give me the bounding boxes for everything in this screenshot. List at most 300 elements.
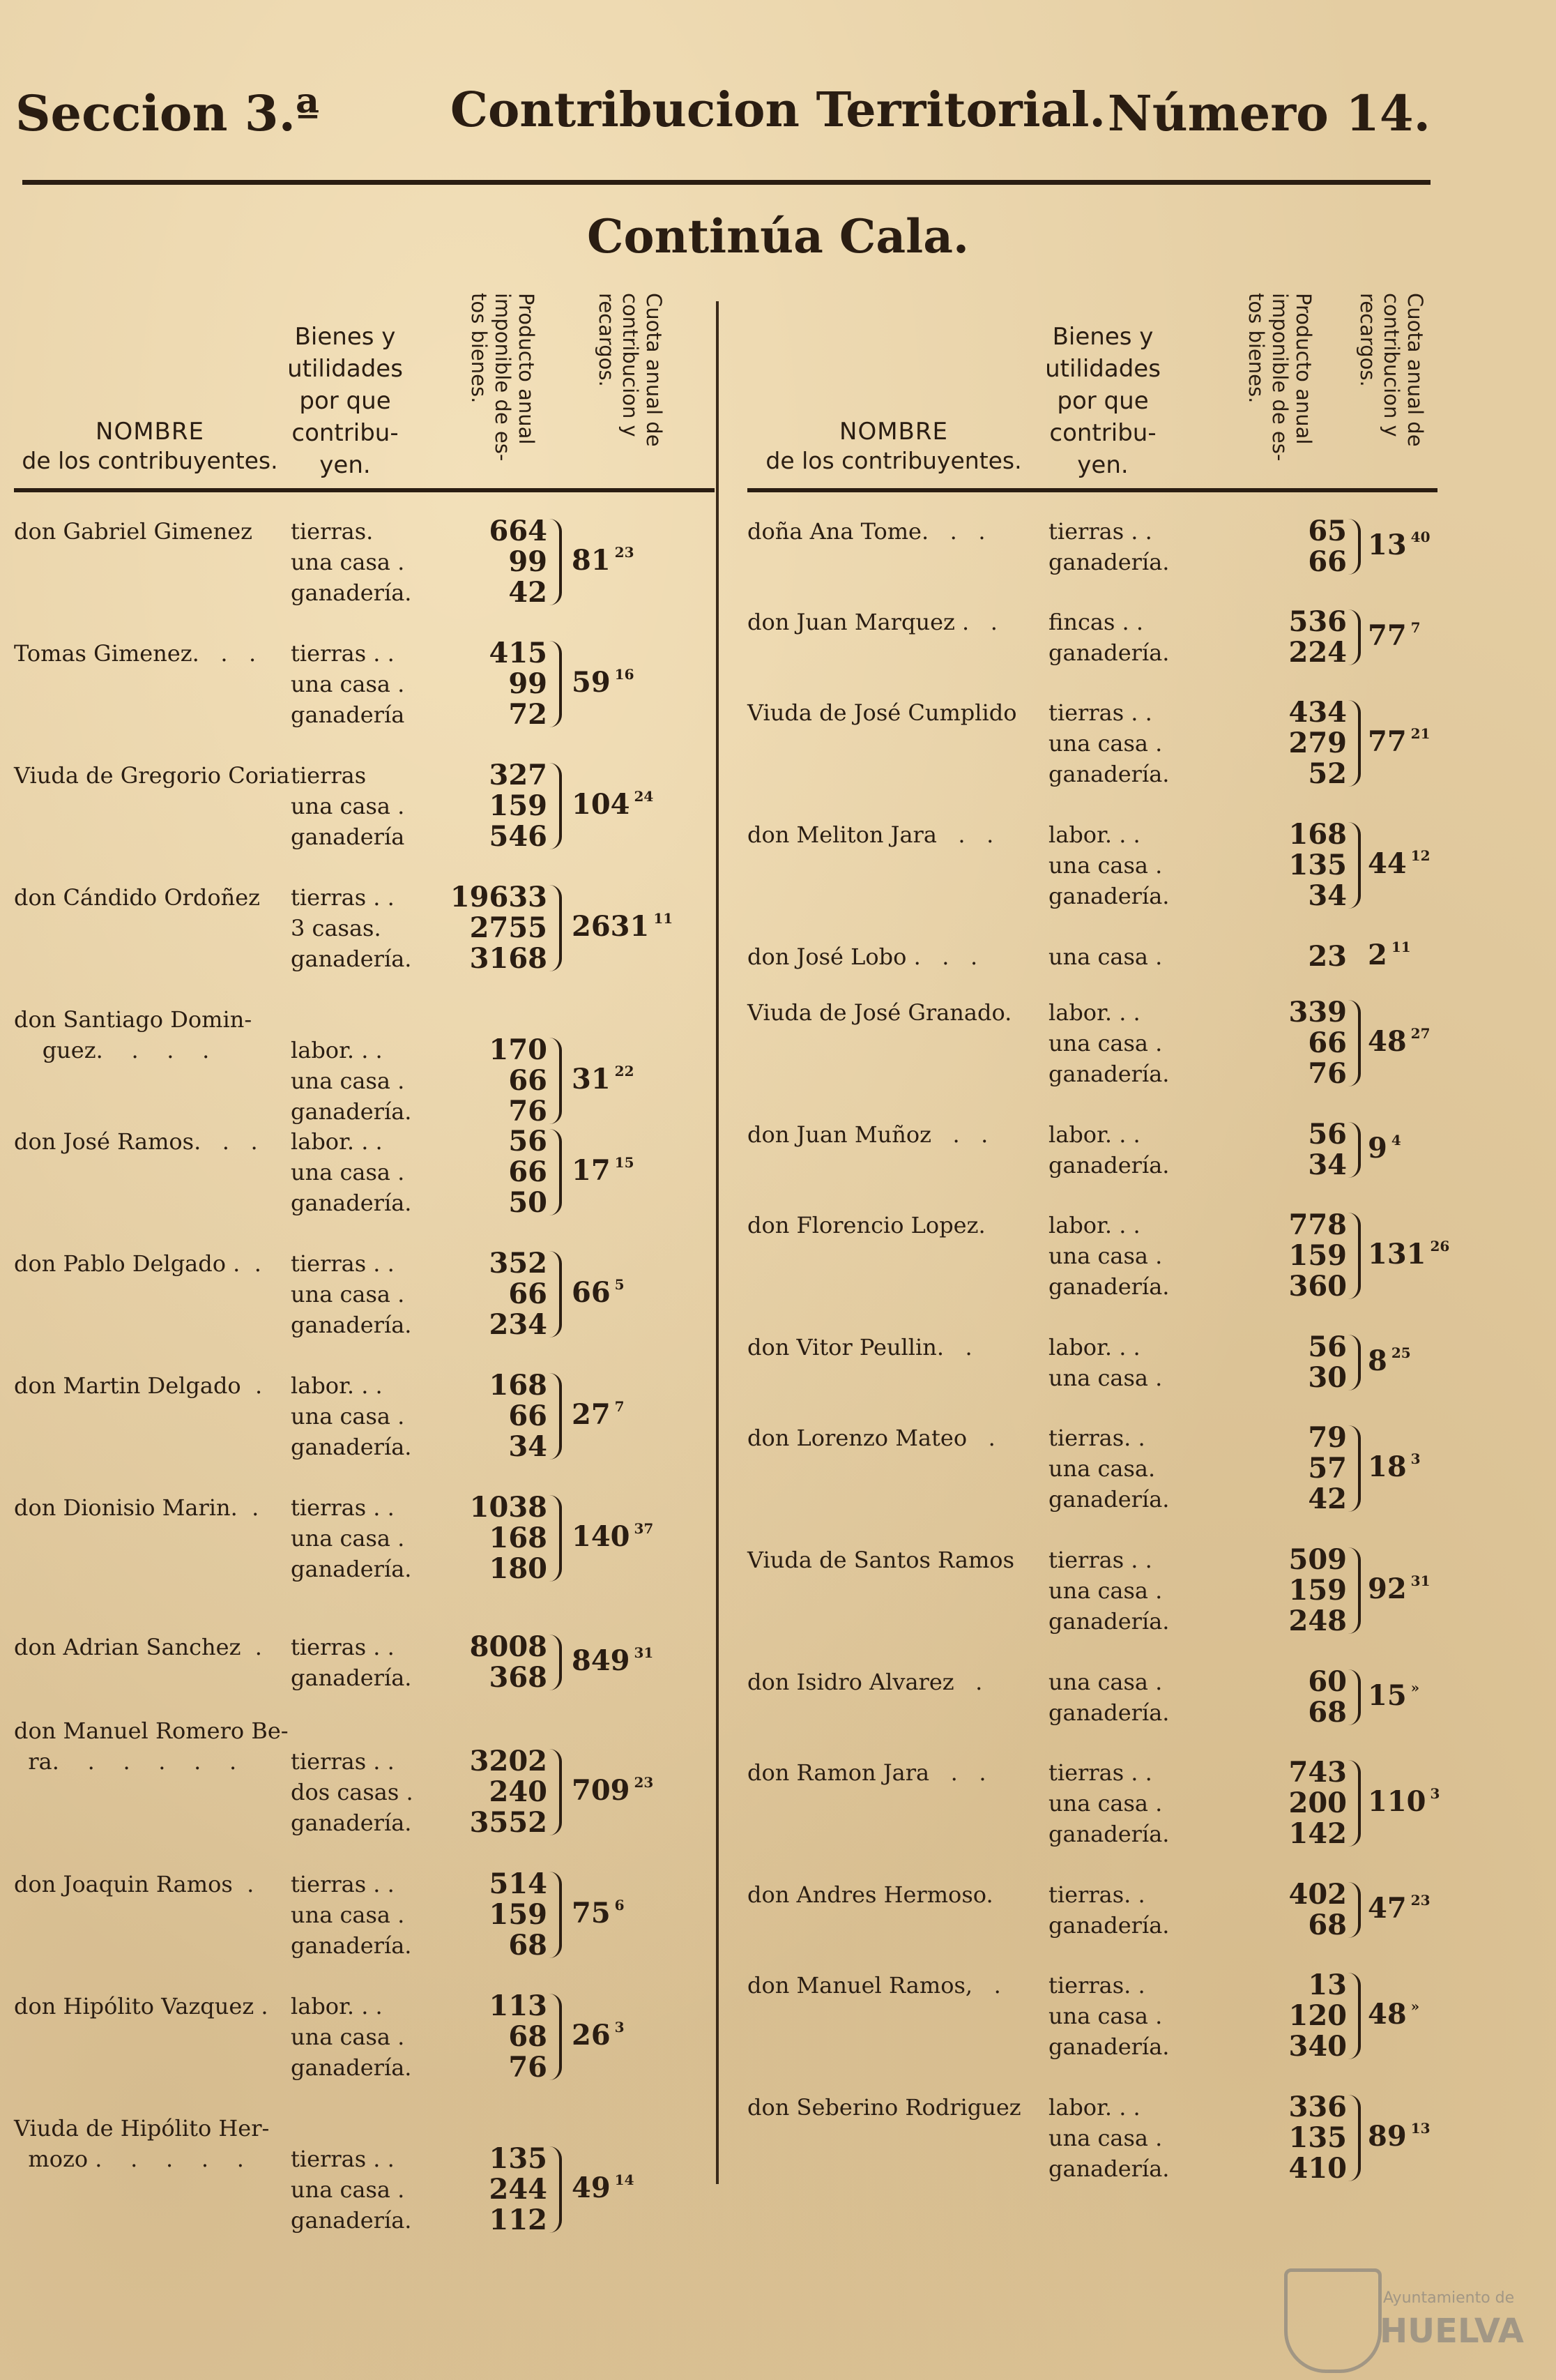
goods-list bbox=[291, 1715, 413, 1838]
page-title: Contribucion Territorial. bbox=[450, 82, 1106, 138]
contributor-name: don Santiago Domin- guez. . . . bbox=[14, 1006, 252, 1063]
goods-item: una casa . bbox=[1048, 2003, 1163, 2029]
goods-item: ganadería. bbox=[1048, 761, 1170, 787]
goods-list bbox=[291, 1632, 411, 1693]
product-value: 23 bbox=[1308, 940, 1347, 973]
product-values bbox=[432, 2113, 547, 2236]
cuota-fraction: 7 bbox=[1410, 619, 1421, 636]
product-value: 434 bbox=[1288, 696, 1347, 729]
product-value: 536 bbox=[1288, 605, 1347, 638]
cuota-main: 18 bbox=[1368, 1450, 1407, 1483]
product-values bbox=[1200, 1879, 1347, 1941]
brace-icon bbox=[549, 1373, 562, 1460]
entry-row bbox=[14, 1869, 715, 1968]
goods-item: una casa . bbox=[291, 2176, 405, 2203]
brace-icon bbox=[549, 763, 562, 849]
brace-icon bbox=[1348, 519, 1361, 575]
goods-item: labor. . . bbox=[291, 1037, 383, 1063]
cuota-fraction: 23 bbox=[634, 1774, 654, 1791]
product-value: 56 bbox=[508, 1125, 547, 1158]
goods-item: ganadería. bbox=[291, 1665, 412, 1691]
brace-icon bbox=[549, 1038, 562, 1124]
cuota-fraction: 4 bbox=[1391, 1132, 1401, 1149]
cuota-value bbox=[1368, 529, 1431, 561]
entry-row bbox=[747, 1208, 1450, 1309]
goods-item: ganadería. bbox=[291, 2054, 412, 2081]
product-value: 336 bbox=[1288, 2091, 1347, 2123]
cuota-fraction: 3 bbox=[1430, 1785, 1440, 1802]
contributor-name: don José Ramos. . . bbox=[14, 1128, 258, 1155]
cuota-main: 709 bbox=[572, 1774, 630, 1807]
goods-item: una casa . bbox=[1048, 1790, 1163, 1817]
brace-icon bbox=[1348, 1122, 1361, 1178]
goods-item: ganadería. bbox=[1048, 2155, 1170, 2182]
goods-item: tierras . . bbox=[291, 1494, 395, 1521]
goods-item: tierras bbox=[291, 762, 367, 789]
goods-item: tierras. bbox=[291, 518, 374, 545]
cuota-fraction: 7 bbox=[614, 1398, 625, 1415]
cuota-value bbox=[1368, 2120, 1431, 2153]
contributor-name: don Juan Muñoz . . bbox=[747, 1121, 989, 1148]
contributor-name: don Martin Delgado . bbox=[14, 1372, 263, 1399]
product-value: 159 bbox=[1288, 1574, 1347, 1607]
goods-item: tierras . . bbox=[291, 2146, 395, 2172]
cuota-fraction: 11 bbox=[653, 910, 673, 927]
entry-row bbox=[747, 1545, 1437, 1644]
goods-item: labor. . . bbox=[291, 1372, 383, 1399]
cuota-fraction: 16 bbox=[614, 666, 634, 683]
goods-item: una casa . bbox=[1048, 1243, 1163, 1269]
cuota-value bbox=[1368, 1785, 1440, 1818]
goods-item: una casa . bbox=[1048, 1669, 1163, 1695]
brace-icon bbox=[1348, 1547, 1361, 1634]
goods-list bbox=[1048, 1970, 1169, 2062]
cuota-main: 47 bbox=[1368, 1892, 1407, 1925]
cuota-value bbox=[1368, 847, 1431, 880]
brace-icon bbox=[1348, 1213, 1361, 1299]
subtitle: Continúa Cala. bbox=[587, 209, 969, 264]
goods-item: ganadería. bbox=[291, 1810, 412, 1836]
goods-item: una casa . bbox=[1048, 1577, 1163, 1604]
goods-item: ganadería bbox=[291, 702, 405, 728]
entry-row bbox=[747, 607, 1437, 675]
product-values bbox=[1200, 997, 1347, 1089]
goods-item: tierras . . bbox=[1048, 699, 1152, 726]
product-value: 68 bbox=[508, 1929, 547, 1962]
product-value: 340 bbox=[1288, 2030, 1347, 2063]
goods-item: ganadería. bbox=[1048, 639, 1170, 666]
goods-item bbox=[291, 2113, 411, 2144]
goods-item: una casa . bbox=[1048, 2125, 1163, 2151]
goods-list bbox=[291, 1991, 411, 2083]
goods-list bbox=[291, 1492, 411, 1584]
cuota-value bbox=[572, 1644, 653, 1677]
cuota-fraction: 27 bbox=[1410, 1025, 1431, 1042]
product-value: 52 bbox=[1308, 757, 1347, 790]
contributor-name: Viuda de Hipólito Her- mozo . . . . . bbox=[14, 2115, 270, 2172]
product-value: 66 bbox=[1308, 545, 1347, 578]
product-value: 66 bbox=[1308, 1026, 1347, 1059]
goods-item: una casa . bbox=[1048, 943, 1163, 970]
goods-item: ganadería. bbox=[1048, 2033, 1170, 2060]
product-value: 56 bbox=[1308, 1118, 1347, 1151]
cuota-value bbox=[572, 544, 634, 577]
cuota-value bbox=[1368, 619, 1421, 652]
goods-item: una casa . bbox=[291, 2024, 405, 2050]
name-header: NOMBRE de los contribuyentes. bbox=[765, 418, 1022, 474]
cuota-main: 59 bbox=[572, 666, 611, 699]
brace-icon bbox=[1348, 1335, 1361, 1390]
goods-item: labor. . . bbox=[1048, 821, 1141, 848]
product-value: 57 bbox=[1308, 1452, 1347, 1485]
goods-list bbox=[1048, 607, 1169, 668]
goods-item: una casa. bbox=[1048, 1455, 1156, 1482]
goods-item: ganadería. bbox=[291, 1434, 412, 1460]
contributor-name: don Dionisio Marin. . bbox=[14, 1494, 259, 1521]
goods-item: tierras . . bbox=[1048, 1759, 1152, 1786]
product-value: 60 bbox=[1308, 1665, 1347, 1698]
cuota-main: 48 bbox=[1368, 1025, 1407, 1058]
cuota-fraction: 23 bbox=[614, 544, 634, 561]
contributor-name: don Pablo Delgado . . bbox=[14, 1250, 261, 1277]
goods-item: ganadería. bbox=[1048, 1273, 1170, 1300]
goods-item: ganadería. bbox=[1048, 1912, 1170, 1939]
entry-row bbox=[14, 1370, 715, 1469]
cuota-main: 77 bbox=[1368, 725, 1407, 758]
product-values bbox=[432, 1004, 547, 1127]
product-value: 120 bbox=[1288, 1999, 1347, 2032]
cuota-fraction: 15 bbox=[614, 1154, 634, 1171]
goods-item: una casa . bbox=[291, 549, 405, 575]
product-value: 50 bbox=[508, 1186, 547, 1219]
product-values bbox=[1200, 607, 1347, 668]
goods-header: Bienes y utilidades por que contribu- yen. bbox=[287, 323, 403, 479]
contributor-name: don Meliton Jara . . bbox=[747, 821, 994, 848]
product-value: 509 bbox=[1288, 1543, 1347, 1576]
cuota-main: 77 bbox=[1368, 619, 1407, 652]
cuota-value bbox=[572, 1774, 653, 1807]
product-value: 240 bbox=[489, 1775, 547, 1808]
product-value: 168 bbox=[489, 1522, 547, 1554]
cuota-value bbox=[572, 666, 634, 699]
contributor-name: don Adrian Sanchez . bbox=[14, 1634, 262, 1660]
contributor-name: don José Lobo . . . bbox=[747, 943, 978, 970]
cuota-fraction: 14 bbox=[614, 2171, 634, 2188]
product-value: 168 bbox=[489, 1369, 547, 1402]
goods-item: ganadería. bbox=[291, 1312, 412, 1338]
goods-item: tierras . . bbox=[1048, 1547, 1152, 1573]
product-value: 3552 bbox=[469, 1806, 547, 1839]
product-value: 56 bbox=[1308, 1331, 1347, 1363]
entry-row bbox=[14, 760, 715, 859]
contributor-name: Tomas Gimenez. . . bbox=[14, 640, 257, 667]
goods-item: labor. . . bbox=[1048, 1334, 1141, 1360]
contributor-name: don Florencio Lopez. bbox=[747, 1212, 986, 1238]
entry-row bbox=[747, 1879, 1437, 1948]
brace-icon bbox=[549, 2146, 562, 2233]
brace-icon bbox=[549, 1635, 562, 1690]
goods-item: ganadería. bbox=[1048, 1061, 1170, 1087]
cuota-value bbox=[1368, 1344, 1411, 1377]
product-value bbox=[432, 2113, 547, 2144]
cuota-main: 49 bbox=[572, 2171, 611, 2204]
cuota-fraction: 22 bbox=[614, 1063, 634, 1079]
cuota-fraction: 12 bbox=[1410, 847, 1431, 864]
goods-list bbox=[291, 1004, 411, 1127]
goods-item: tierras. . bbox=[1048, 1972, 1145, 1999]
product-value: 34 bbox=[508, 1430, 547, 1463]
product-value: 76 bbox=[508, 1095, 547, 1128]
cuota-main: 15 bbox=[1368, 1679, 1407, 1712]
goods-item: ganadería. bbox=[291, 1932, 412, 1959]
entry-row bbox=[14, 1991, 715, 2090]
contributor-name: Viuda de Gregorio Coria bbox=[14, 762, 290, 789]
contributor-name: Viuda de Santos Ramos bbox=[747, 1547, 1014, 1573]
contributor-name: don Seberino Rodriguez bbox=[747, 2094, 1021, 2121]
product-values bbox=[432, 882, 547, 974]
cuota-fraction: 5 bbox=[614, 1276, 625, 1293]
cuota-value bbox=[572, 1154, 634, 1187]
goods-item: una casa . bbox=[1048, 1030, 1163, 1056]
goods-item: ganadería bbox=[291, 824, 405, 850]
goods-item: tierras . . bbox=[291, 1250, 395, 1277]
product-value: 248 bbox=[1288, 1605, 1347, 1637]
goods-item: una casa . bbox=[1048, 1365, 1163, 1391]
left-column-header bbox=[14, 279, 715, 492]
goods-item: ganadería. bbox=[1048, 1821, 1170, 1847]
product-value: 352 bbox=[489, 1247, 547, 1280]
section-label: Seccion 3.ª bbox=[15, 84, 320, 142]
goods-item: una casa . bbox=[291, 1159, 405, 1185]
cuota-fraction: 3 bbox=[1410, 1450, 1421, 1467]
goods-item: labor. . . bbox=[1048, 1121, 1141, 1148]
goods-item: tierras . . bbox=[291, 1634, 395, 1660]
product-value: 402 bbox=[1288, 1878, 1347, 1911]
brace-icon bbox=[1348, 609, 1361, 665]
goods-item: una casa . bbox=[291, 1902, 405, 1928]
product-values bbox=[1200, 1119, 1347, 1181]
entry-row bbox=[747, 2092, 1437, 2191]
product-value: 99 bbox=[508, 667, 547, 700]
brace-icon bbox=[1348, 1425, 1361, 1512]
brace-icon bbox=[549, 1251, 562, 1337]
product-values bbox=[432, 1869, 547, 1961]
contributor-name: don Vitor Peullin. . bbox=[747, 1334, 972, 1360]
cuota-value bbox=[1368, 1679, 1419, 1712]
product-header: Producto anual imponible de es-tos bienes. bbox=[1244, 293, 1315, 462]
contributor-name: don Manuel Ramos, . bbox=[747, 1972, 1001, 1999]
contributor-name: doña Ana Tome. . . bbox=[747, 518, 986, 545]
product-value: 42 bbox=[508, 576, 547, 609]
product-values bbox=[1200, 819, 1347, 911]
product-value: 2755 bbox=[469, 911, 547, 944]
goods-item bbox=[291, 1004, 411, 1035]
product-value: 200 bbox=[1288, 1787, 1347, 1819]
product-value: 244 bbox=[489, 2173, 547, 2206]
product-values bbox=[1200, 1667, 1347, 1728]
goods-list bbox=[1048, 516, 1169, 577]
brace-icon bbox=[1348, 1669, 1361, 1725]
product-values bbox=[432, 516, 547, 608]
goods-item: una casa . bbox=[1048, 852, 1163, 879]
goods-list bbox=[1048, 941, 1162, 972]
goods-item: tierras . . bbox=[291, 640, 395, 667]
cuota-value bbox=[1368, 939, 1411, 971]
column-divider bbox=[716, 301, 719, 2184]
product-value: 360 bbox=[1288, 1270, 1347, 1303]
goods-list bbox=[1048, 1210, 1169, 1302]
product-value: 339 bbox=[1288, 996, 1347, 1029]
coat-of-arms-icon bbox=[1284, 2268, 1382, 2373]
goods-item: tierras . . bbox=[1048, 518, 1152, 545]
brace-icon bbox=[549, 1129, 562, 1215]
product-value: 514 bbox=[489, 1867, 547, 1900]
cuota-fraction: 40 bbox=[1410, 529, 1431, 545]
goods-item: ganadería. bbox=[291, 2207, 412, 2234]
product-value: 76 bbox=[508, 2051, 547, 2084]
archive-stamp bbox=[1279, 2268, 1524, 2373]
product-values bbox=[432, 1248, 547, 1340]
product-value: 65 bbox=[1308, 515, 1347, 547]
product-values bbox=[432, 760, 547, 852]
cuota-value bbox=[572, 1897, 625, 1930]
goods-list bbox=[1048, 997, 1169, 1089]
goods-item: una casa . bbox=[291, 671, 405, 697]
goods-item: una casa . bbox=[1048, 730, 1163, 757]
product-value: 234 bbox=[489, 1308, 547, 1341]
product-value: 8008 bbox=[469, 1630, 547, 1663]
product-value: 368 bbox=[489, 1661, 547, 1694]
product-value: 3168 bbox=[469, 942, 547, 975]
goods-item bbox=[291, 1715, 413, 1746]
product-value: 34 bbox=[1308, 879, 1347, 912]
contributor-name: don Gabriel Gimenez bbox=[14, 518, 253, 545]
product-values bbox=[1200, 1545, 1347, 1637]
entry-row bbox=[747, 1970, 1437, 2069]
product-values bbox=[432, 1370, 547, 1462]
product-value bbox=[432, 1715, 547, 1746]
product-value: 34 bbox=[1308, 1149, 1347, 1181]
cuota-value bbox=[1368, 1238, 1449, 1271]
cuota-value bbox=[1368, 1132, 1401, 1165]
cuota-value bbox=[1368, 1998, 1419, 2031]
cuota-main: 66 bbox=[572, 1276, 611, 1309]
goods-list bbox=[291, 1370, 411, 1462]
brace-icon bbox=[1348, 1000, 1361, 1086]
stamp-line2: HUELVA bbox=[1380, 2312, 1524, 2351]
entry-row bbox=[14, 516, 715, 615]
product-value: 180 bbox=[489, 1552, 547, 1585]
contributor-name: don Manuel Romero Be- ra. . . . . . bbox=[14, 1718, 289, 1775]
product-values bbox=[1200, 1970, 1347, 2062]
entry-row bbox=[747, 1332, 1437, 1400]
brace-icon bbox=[1348, 822, 1361, 909]
product-values bbox=[1200, 1423, 1347, 1515]
product-value: 170 bbox=[489, 1033, 547, 1066]
brace-icon bbox=[1348, 1882, 1361, 1938]
product-values bbox=[1200, 941, 1347, 972]
quota-header: Cuota anual de contribucion y recargos. bbox=[595, 293, 666, 447]
brace-icon bbox=[1348, 1760, 1361, 1847]
entry-row bbox=[747, 1423, 1437, 1522]
goods-item: ganadería. bbox=[1048, 1486, 1170, 1513]
product-value: 66 bbox=[508, 1155, 547, 1188]
goods-list bbox=[1048, 1423, 1169, 1515]
entry-row bbox=[14, 1126, 715, 1225]
product-values bbox=[1200, 1757, 1347, 1849]
goods-item: ganadería. bbox=[1048, 883, 1170, 909]
goods-item: una casa . bbox=[291, 1525, 405, 1552]
right-column-header bbox=[747, 279, 1437, 492]
entry-row bbox=[14, 1492, 715, 1591]
cuota-main: 26 bbox=[572, 2019, 611, 2052]
cuota-value bbox=[572, 1063, 634, 1096]
brace-icon bbox=[549, 1749, 562, 1835]
contributor-name: don Joaquin Ramos . bbox=[14, 1871, 254, 1897]
product-value: 30 bbox=[1308, 1361, 1347, 1394]
cuota-fraction: 11 bbox=[1391, 939, 1411, 955]
brace-icon bbox=[549, 641, 562, 727]
cuota-fraction: 13 bbox=[1410, 2120, 1431, 2137]
cuota-main: 849 bbox=[572, 1644, 630, 1677]
entry-row bbox=[14, 1248, 715, 1347]
entry-row bbox=[747, 516, 1437, 584]
cuota-value bbox=[572, 788, 653, 821]
cuota-main: 104 bbox=[572, 788, 630, 821]
cuota-value bbox=[1368, 725, 1431, 758]
cuota-value bbox=[572, 1276, 625, 1309]
goods-list bbox=[1048, 1545, 1169, 1637]
entry-row bbox=[747, 819, 1437, 918]
product-value: 113 bbox=[489, 1989, 547, 2022]
entry-row bbox=[14, 882, 715, 981]
header-rule bbox=[22, 180, 1431, 185]
product-value: 76 bbox=[1308, 1057, 1347, 1090]
cuota-fraction: 6 bbox=[614, 1897, 625, 1913]
product-value bbox=[432, 1004, 547, 1035]
cuota-value bbox=[572, 910, 673, 943]
goods-list bbox=[291, 882, 411, 974]
product-value: 3202 bbox=[469, 1745, 547, 1778]
goods-item: fincas . . bbox=[1048, 609, 1144, 635]
goods-item: una casa . bbox=[291, 1068, 405, 1094]
product-values bbox=[432, 1715, 547, 1838]
contributor-name: don Lorenzo Mateo . bbox=[747, 1425, 996, 1451]
cuota-main: 44 bbox=[1368, 847, 1407, 880]
goods-item: ganadería. bbox=[1048, 1152, 1170, 1178]
goods-item: labor. . . bbox=[1048, 999, 1141, 1026]
cuota-main: 110 bbox=[1368, 1785, 1426, 1818]
entry-row bbox=[747, 1756, 1440, 1856]
product-header: Producto anual imponible de es-tos bienes. bbox=[467, 293, 538, 462]
product-value: 42 bbox=[1308, 1483, 1347, 1515]
cuota-fraction: 25 bbox=[1391, 1344, 1411, 1361]
goods-list bbox=[291, 638, 404, 730]
product-value: 66 bbox=[508, 1064, 547, 1097]
goods-list bbox=[1048, 1667, 1169, 1728]
cuota-main: 8 bbox=[1368, 1344, 1387, 1377]
product-values bbox=[432, 1492, 547, 1584]
goods-item: una casa . bbox=[291, 793, 405, 819]
goods-item: ganadería. bbox=[291, 1556, 412, 1582]
cuota-fraction: 3 bbox=[614, 2019, 625, 2036]
product-value: 66 bbox=[508, 1278, 547, 1310]
goods-list bbox=[291, 760, 404, 852]
brace-icon bbox=[1348, 700, 1361, 787]
entry-row bbox=[14, 1632, 715, 1700]
entry-row bbox=[747, 1667, 1437, 1735]
entry-row bbox=[14, 638, 715, 737]
